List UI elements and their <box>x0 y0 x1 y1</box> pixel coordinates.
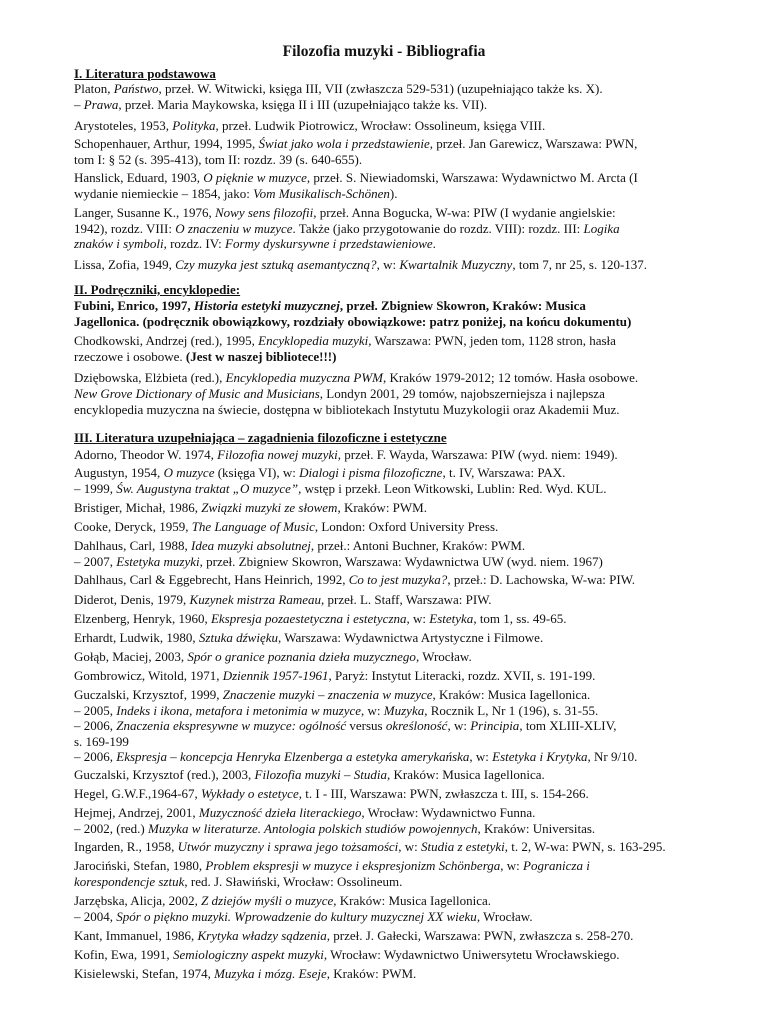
work-title: Nowy sens filozofii <box>215 205 314 220</box>
entry-line <box>74 687 698 703</box>
entry-text: Adorno, Theodor W. 1974, <box>74 447 218 462</box>
work-title: określoność <box>385 718 448 733</box>
bibliography-entry <box>74 538 698 569</box>
entry-line <box>74 447 698 463</box>
bibliography-entry <box>74 370 698 386</box>
work-title: Związki muzyki ze słowem <box>201 500 338 515</box>
entry-text: , Wrocław. <box>476 908 533 924</box>
bibliography-entry <box>74 170 698 201</box>
bibliography-entry <box>74 805 698 836</box>
work-title: znaków i symboli <box>74 236 164 251</box>
entry-text: , Nr 9/10. <box>587 749 638 764</box>
entry-text: , Wrocław: Wydawnictwo Uniwersytetu Wrocławskiego. <box>323 947 620 962</box>
work-title: Z dziejów myśli o muzyce <box>201 893 334 908</box>
entry-line <box>74 136 698 152</box>
entry-line <box>74 611 698 627</box>
entry-text: , przeł. F. Wayda, Warszawa: PIW (wyd. niem: 1949). <box>337 447 618 462</box>
entry-text: Kant, Immanuel, 1986, <box>74 928 198 943</box>
entry-text: , przeł. W. Witwicki, księga III, VII (zwłaszcza 529-531) (uzupełniająco także ks. X). <box>158 81 603 96</box>
entry-line <box>74 186 698 202</box>
entry-text: Jarociński, Stefan, 1980, <box>74 858 206 873</box>
entry-text: Guczalski, Krzysztof, 1999, <box>74 687 223 702</box>
entry-text: , w: <box>361 702 384 718</box>
work-title: Indeks i ikona, metafora i metonimia w muzyce <box>116 702 362 718</box>
entry-line <box>74 314 698 330</box>
entry-text: , w: <box>469 749 493 764</box>
entry-text: wydanie niemieckie – 1854, jako: <box>74 185 254 201</box>
work-title: korespondencje sztuk <box>74 873 185 889</box>
entry-text: , przeł. Ludwik Piotrowicz, Wrocław: Ossolineum, księga VIII. <box>215 118 546 133</box>
bibliography-entry <box>74 649 698 665</box>
work-title: Vom Musikalisch-Schönen <box>253 185 390 201</box>
entry-line <box>74 630 698 646</box>
entry-text: , t. 2, W-wa: PWN, s. 163-295. <box>504 839 666 854</box>
work-title: Dialogi i pisma filozoficzne <box>299 465 443 480</box>
work-title: Muzyka w literaturze. Antologia polskich studiów powojennych <box>148 820 478 836</box>
work-title: Kwartalnik Muzyczny <box>399 257 513 272</box>
work-title: Świat jako wola i przedstawienie <box>258 136 430 151</box>
bibliography-entry <box>74 893 698 924</box>
work-title: Spór o granice poznania dzieła muzycznego <box>187 649 416 664</box>
entry-text: , London: Oxford University Press. <box>314 519 499 534</box>
work-title: Formy dyskursywne i przedstawieniowe <box>225 236 433 251</box>
entry-text: (Jest w naszej bibliotece!!!) <box>185 348 337 364</box>
entry-line <box>74 703 698 719</box>
entry-text: , w: <box>447 718 471 733</box>
entry-line <box>74 966 698 982</box>
entry-line <box>74 858 698 874</box>
bibliography-entry <box>74 947 698 963</box>
entry-line <box>74 465 698 481</box>
bibliography-entry <box>74 767 698 783</box>
entry-text: , Kraków: PWM. <box>337 500 427 515</box>
section-heading: II. Podręczniki, encyklopedie: <box>74 282 241 297</box>
entry-line <box>74 370 698 386</box>
entry-line <box>74 333 698 349</box>
entry-text: . <box>432 236 436 251</box>
entry-line <box>74 481 698 497</box>
entry-line <box>74 81 698 97</box>
entry-text: Gołąb, Maciej, 2003, <box>74 649 188 664</box>
work-title: Znaczenia ekspresywne w muzyce: ogólność <box>116 718 347 733</box>
entry-line <box>74 909 698 925</box>
work-title: Wykłady o estetyce <box>201 786 299 801</box>
work-title: Semiologiczny aspekt muzyki <box>172 947 324 962</box>
entry-text: , Warszawa: Wydawnictwa Artystyczne i Filmowe. <box>278 630 544 645</box>
entry-text: Platon, <box>74 81 114 96</box>
entry-line <box>74 734 698 750</box>
section-heading: III. Literatura uzupełniająca – zagadnienia filozoficzne i estetyczne <box>74 430 447 445</box>
entry-text: encyklopedia muzyczna na świecie, dostępna w bibliotekach Instytutu Muzykologii oraz Akademii Muz. <box>74 401 620 417</box>
entry-text: , Rocznik L, Nr 1 (196), s. 31-55. <box>424 702 599 718</box>
work-title: Pogranicza i <box>523 858 590 873</box>
entry-line <box>74 205 698 221</box>
entry-text: , przeł. L. Staff, Warszawa: PIW. <box>320 592 492 607</box>
entry-text: Fubini, Enrico, 1997, <box>74 298 194 313</box>
entry-text: , przeł.: Antoni Buchner, Kraków: PWM. <box>310 538 526 553</box>
entry-text: – <box>74 96 84 112</box>
entry-line <box>74 236 698 252</box>
entry-line <box>74 402 698 418</box>
bibliography-entry <box>74 611 698 627</box>
entry-text: – 2007, <box>74 553 117 569</box>
work-title: Muzyczność dzieła literackiego <box>198 805 362 820</box>
entry-line <box>74 170 698 186</box>
bibliography-entry <box>74 81 698 112</box>
work-title: Krytyka władzy sądzenia <box>197 928 327 943</box>
entry-text: , tom XLIII-XLIV, <box>519 718 617 733</box>
entry-text: Diderot, Denis, 1979, <box>74 592 190 607</box>
work-title: Filozofia muzyki – Studia <box>254 767 388 782</box>
bibliography-entry <box>74 687 698 765</box>
entry-line <box>74 221 698 237</box>
work-title: Czy muzyka jest sztuką asemantyczną? <box>175 257 377 272</box>
entry-text: Dahlhaus, Carl & Eggebrecht, Hans Heinrich, 1992, <box>74 572 349 587</box>
entry-text: , Wrocław: Wydawnictwo Funna. <box>361 805 536 820</box>
entry-text: , red. J. Sławiński, Wrocław: Ossolineum. <box>184 873 403 889</box>
entry-line <box>74 874 698 890</box>
entry-text: Arystoteles, 1953, <box>74 118 173 133</box>
entry-line <box>74 893 698 909</box>
entry-text: , w: <box>398 839 422 854</box>
entry-text: Hegel, G.W.F.,1964-67, <box>74 786 202 801</box>
entry-text: , Kraków: Universitas. <box>477 820 596 836</box>
work-title: Muzyka i mózg. Eseje <box>214 966 327 981</box>
work-title: O muzyce <box>163 465 215 480</box>
entry-text: – 2002, (red.) <box>74 820 149 836</box>
work-title: Znaczenie muzyki – znaczenia w muzyce <box>222 687 433 702</box>
bibliography-entry <box>74 668 698 684</box>
bibliography-entry <box>74 447 698 463</box>
entry-line <box>74 668 698 684</box>
work-title: Ekspresja – koncepcja Henryka Elzenberga a estetyka amerykańska <box>116 749 470 764</box>
entry-text: rzeczowe i osobowe. <box>74 348 186 364</box>
entry-text: – 1999, <box>74 480 117 496</box>
entry-text: , Kraków 1979-2012; 12 tomów. Hasła osobowe. <box>383 370 639 385</box>
entry-line <box>74 118 698 134</box>
work-title: Principia <box>470 718 520 733</box>
work-title: Spór o piękno muzyki. Wprowadzenie do kultury muzycznej XX wieku <box>116 908 477 924</box>
work-title: Polityka <box>172 118 216 133</box>
work-title: Dziennik 1957-1961 <box>222 668 329 683</box>
entry-text: , przeł. Maria Maykowska, księga II i III (uzupełniająco także ks. VII). <box>118 96 488 112</box>
entry-text: . Także (jako przygotowanie do rozdz. VIII): rozdz. III: <box>292 220 584 236</box>
entry-text: Kisielewski, Stefan, 1974, <box>74 966 215 981</box>
entry-text: , Paryż: Instytut Literacki, rozdz. XVII, s. 191-199. <box>328 668 596 683</box>
entry-line <box>74 519 698 535</box>
entry-text: – 2005, <box>74 702 117 718</box>
entry-text: Guczalski, Krzysztof (red.), 2003, <box>74 767 255 782</box>
work-title: Historia estetyki muzycznej <box>193 298 340 313</box>
entry-text: ). <box>389 185 398 201</box>
entry-text: , rozdz. IV: <box>163 236 226 251</box>
entry-text: , przeł. Zbigniew Skowron, Kraków: Musica <box>339 298 586 313</box>
work-title: Muzyka <box>383 702 425 718</box>
entry-line <box>74 649 698 665</box>
bibliography-entry <box>74 136 698 167</box>
document-title: Filozofia muzyki - Bibliografia <box>282 43 486 60</box>
entry-line <box>74 928 698 944</box>
entry-text: , w: <box>406 611 430 626</box>
work-title: Co to jest muzyka? <box>348 572 448 587</box>
entry-line <box>74 786 698 802</box>
work-title: Logika <box>583 220 620 236</box>
entry-line <box>74 538 698 554</box>
entry-text: , t. IV, Warszawa: PAX. <box>442 465 566 480</box>
entry-text: Chodkowski, Andrzej (red.), 1995, <box>74 333 259 348</box>
work-title: Św. Augustyna traktat „O muzyce” <box>116 480 299 496</box>
entry-text: , Kraków: Musica Iagellonica. <box>387 767 545 782</box>
entry-line <box>74 572 698 588</box>
entry-line <box>74 97 698 113</box>
entry-text: Schopenhauer, Arthur, 1994, 1995, <box>74 136 259 151</box>
entry-text: Hanslick, Eduard, 1903, <box>74 170 204 185</box>
entry-text: , przeł. J. Gałecki, Warszawa: PWN, zwłaszcza s. 258-270. <box>326 928 634 943</box>
entry-text: Lissa, Zofia, 1949, <box>74 257 176 272</box>
entry-text: , tom 7, nr 25, s. 120-137. <box>512 257 648 272</box>
entry-text: , Londyn 2001, 29 tomów, najobszerniejsza i najlepsza <box>319 386 605 401</box>
entry-line <box>74 349 698 365</box>
entry-text: Dahlhaus, Carl, 1988, <box>74 538 191 553</box>
work-title: O znaczeniu w muzyce <box>175 220 293 236</box>
work-title: New Grove Dictionary of Music and Musicians <box>74 386 320 401</box>
bibliography-entry <box>74 572 698 588</box>
work-title: Państwo <box>113 81 159 96</box>
entry-text: – 2006, <box>74 749 117 764</box>
entry-text: , tom 1, ss. 49-65. <box>473 611 567 626</box>
entry-text: , w: <box>376 257 400 272</box>
entry-text: , Wrocław. <box>415 649 472 664</box>
entry-line <box>74 257 698 273</box>
work-title: Prawa <box>83 96 119 112</box>
entry-line <box>74 947 698 963</box>
work-title: Utwór muzyczny i sprawa jego tożsamości <box>177 839 399 854</box>
work-title: Problem ekspresji w muzyce i ekspresjonizm Schönberga <box>205 858 501 873</box>
entry-line <box>74 839 698 855</box>
bibliography-entry <box>74 298 698 329</box>
entry-text: Ingarden, R., 1958, <box>74 839 178 854</box>
entry-text: – 2006, <box>74 718 117 733</box>
entry-line <box>74 749 698 765</box>
entry-text: , przeł.: D. Lachowska, W-wa: PIW. <box>447 572 636 587</box>
bibliography-entry <box>74 519 698 535</box>
bibliography-entry <box>74 966 698 982</box>
entry-text: Elzenberg, Henryk, 1960, <box>74 611 211 626</box>
work-title: O pięknie w muzyce <box>203 170 307 185</box>
entry-text: Hejmej, Andrzej, 2001, <box>74 805 199 820</box>
entry-text: Bristiger, Michał, 1986, <box>74 500 202 515</box>
entry-text: , Warszawa: PWN, jeden tom, 1128 stron, hasła <box>368 333 616 348</box>
entry-text: Dziębowska, Elżbieta (red.), <box>74 370 226 385</box>
entry-line <box>74 152 698 168</box>
entry-line <box>74 805 698 821</box>
bibliography-entry <box>74 839 698 855</box>
bibliography-entry <box>74 465 698 496</box>
bibliography-entry <box>74 500 698 516</box>
entry-line <box>74 500 698 516</box>
entry-text: , wstęp i przekł. Leon Witkowski, Lublin: Red. Wyd. KUL. <box>298 480 607 496</box>
entry-text: Jagellonica. (podręcznik obowiązkowy, rozdziały obowiązkowe: patrz poniżej, na końcu dokumentu) <box>74 313 632 329</box>
bibliography-entry <box>74 928 698 944</box>
entry-text: (księga VI), w: <box>214 465 300 480</box>
entry-line <box>74 592 698 608</box>
work-title: Ekspresja pozaestetyczna i estetyczna <box>210 611 407 626</box>
entry-text: Langer, Susanne K., 1976, <box>74 205 216 220</box>
bibliography-entry <box>74 205 698 252</box>
bibliography-entry <box>74 786 698 802</box>
entry-line <box>74 767 698 783</box>
entry-text: , przeł. S. Niewiadomski, Warszawa: Wydawnictwo M. Arcta (I <box>306 170 638 185</box>
entry-text: , przeł. Zbigniew Skowron, Warszawa: Wydawnictwa UW (wyd. niem. 1967) <box>199 553 603 569</box>
work-title: The Language of Music <box>191 519 315 534</box>
work-title: Studia z estetyki <box>421 839 505 854</box>
section-heading: I. Literatura podstawowa <box>74 66 216 81</box>
bibliography-entry <box>74 118 698 134</box>
entry-text: , przeł. Jan Garewicz, Warszawa: PWN, <box>429 136 638 151</box>
work-title: Encyklopedia muzyczna PWM <box>225 370 383 385</box>
entry-text: , Kraków: PWM. <box>326 966 417 981</box>
bibliography-entry <box>74 592 698 608</box>
entry-text: Jarzębska, Alicja, 2002, <box>74 893 202 908</box>
entry-text: Kofin, Ewa, 1991, <box>74 947 173 962</box>
bibliography-entry <box>74 333 698 364</box>
bibliography-entry <box>74 386 698 417</box>
work-title: Encyklopedia muzyki <box>258 333 369 348</box>
bibliography-entry <box>74 630 698 646</box>
entry-line <box>74 821 698 837</box>
bibliography-entry <box>74 257 698 273</box>
entry-line <box>74 718 698 734</box>
entry-text: Erhardt, Ludwik, 1980, <box>74 630 199 645</box>
entry-line <box>74 554 698 570</box>
entry-text: , przeł. Anna Bogucka, W-wa: PIW (I wydanie angielskie: <box>313 205 616 220</box>
work-title: Estetyka muzyki <box>116 553 200 569</box>
entry-text: , Kraków: Musica Iagellonica. <box>333 893 491 908</box>
bibliography-entry <box>74 858 698 889</box>
entry-text: , Kraków: Musica Iagellonica. <box>432 687 591 702</box>
entry-text: s. 169-199 <box>74 733 129 749</box>
entry-text: 1942), rozdz. VIII: <box>74 220 176 236</box>
entry-text: Cooke, Deryck, 1959, <box>74 519 192 534</box>
work-title: Estetyka i Krytyka <box>492 749 588 764</box>
work-title: Sztuka dźwięku <box>198 630 278 645</box>
entry-line <box>74 386 698 402</box>
entry-text: , w: <box>500 858 524 873</box>
entry-text: – 2004, <box>74 908 117 924</box>
work-title: Filozofia nowej muzyki <box>217 447 338 462</box>
work-title: Kuzynek mistrza Rameau <box>189 592 321 607</box>
entry-line <box>74 298 698 314</box>
entry-text: versus <box>346 718 386 733</box>
entry-text: Augustyn, 1954, <box>74 465 164 480</box>
entry-text: Gombrowicz, Witold, 1971, <box>74 668 223 683</box>
work-title: Idea muzyki absolutnej <box>190 538 311 553</box>
work-title: Estetyka <box>429 611 474 626</box>
entry-text: tom I: § 52 (s. 395-413), tom II: rozdz. 39 (s. 640-655). <box>74 151 363 167</box>
entry-text: , t. I - III, Warszawa: PWN, zwłaszcza t. III, s. 154-266. <box>298 786 589 801</box>
